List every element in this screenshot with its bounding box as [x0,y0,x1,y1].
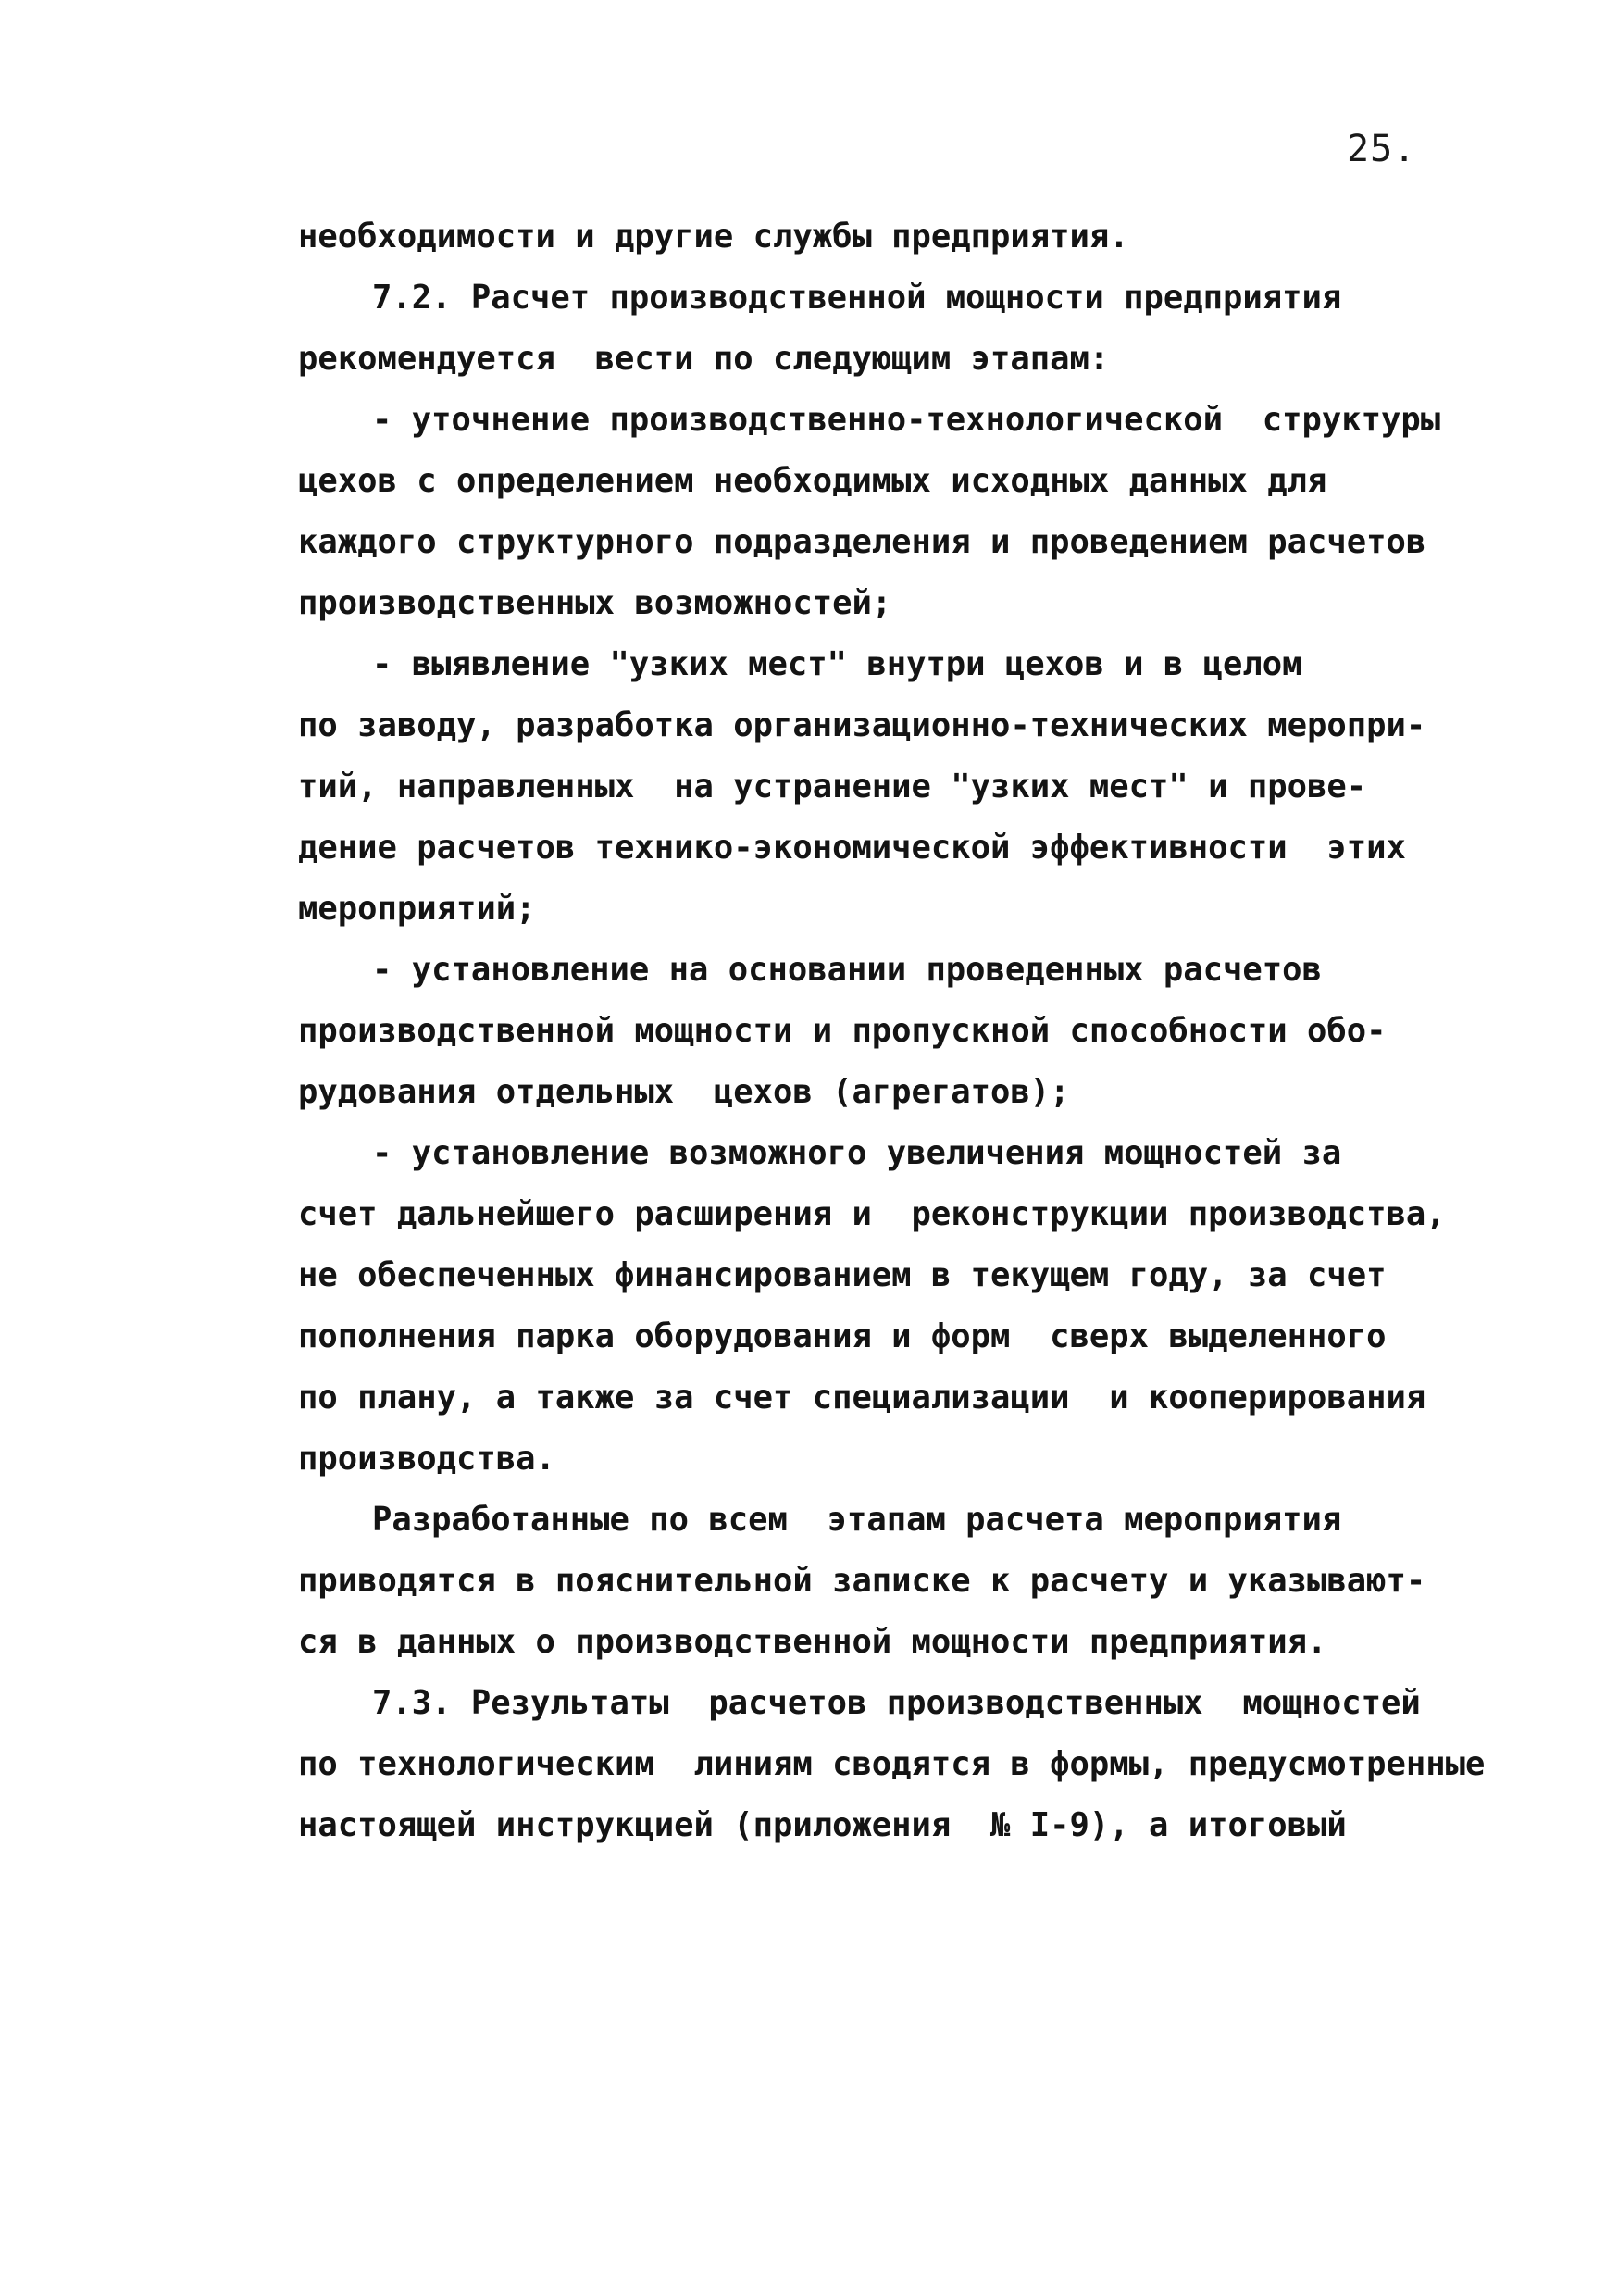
text-line: по плану, а также за счет специализации и кооперирования [298,1379,1426,1416]
text-line: 7.2. Расчет производственной мощности предприятия [372,279,1342,317]
text-line: производства. [298,1440,555,1478]
text-line: цехов с определением необходимых исходных данных для [298,462,1327,500]
text-line: дение расчетов технико-экономической эффективности этих [298,829,1406,867]
text-line: Разработанные по всем этапам расчета мероприятия [372,1501,1342,1539]
text-line: производственных возможностей; [298,584,892,622]
text-line: мероприятий; [298,890,536,928]
text-line: - установление на основании проведенных расчетов [372,951,1322,989]
text-line: производственной мощности и пропускной способности обо- [298,1012,1387,1050]
text-line: не обеспеченных финансированием в текущем году, за счет [298,1256,1387,1294]
text-line: по заводу, разработка организационно-технических меропри- [298,706,1426,744]
text-line: ся в данных о производственной мощности предприятия. [298,1623,1327,1661]
text-line: 7.3. Результаты расчетов производственных мощностей [372,1684,1421,1722]
text-line: - выявление "узких мест" внутри цехов и в целом [372,645,1302,683]
text-line: - установление возможного увеличения мощностей за [372,1134,1342,1172]
text-line: каждого структурного подразделения и проведением расчетов [298,523,1426,561]
text-line: счет дальнейшего расширения и реконструкции производства, [298,1195,1446,1233]
text-line: тий, направленных на устранение "узких мест" и прове- [298,767,1367,805]
text-line: - уточнение производственно-технологической структуры [372,401,1441,439]
page-number: 25. [1347,128,1417,170]
text-line: пополнения парка оборудования и форм сверх выделенного [298,1317,1387,1355]
text-line: рудования отдельных цехов (агрегатов); [298,1073,1070,1111]
text-line: настоящей инструкцией (приложения № I-9), а итоговый [298,1806,1347,1844]
text-line: по технологическим линиям сводятся в формы, предусмотренные [298,1745,1486,1783]
text-line: необходимости и другие службы предприятия. [298,218,1129,256]
text-line: рекомендуется вести по следующим этапам: [298,340,1110,378]
text-line: приводятся в пояснительной записке к расчету и указывают- [298,1562,1426,1600]
